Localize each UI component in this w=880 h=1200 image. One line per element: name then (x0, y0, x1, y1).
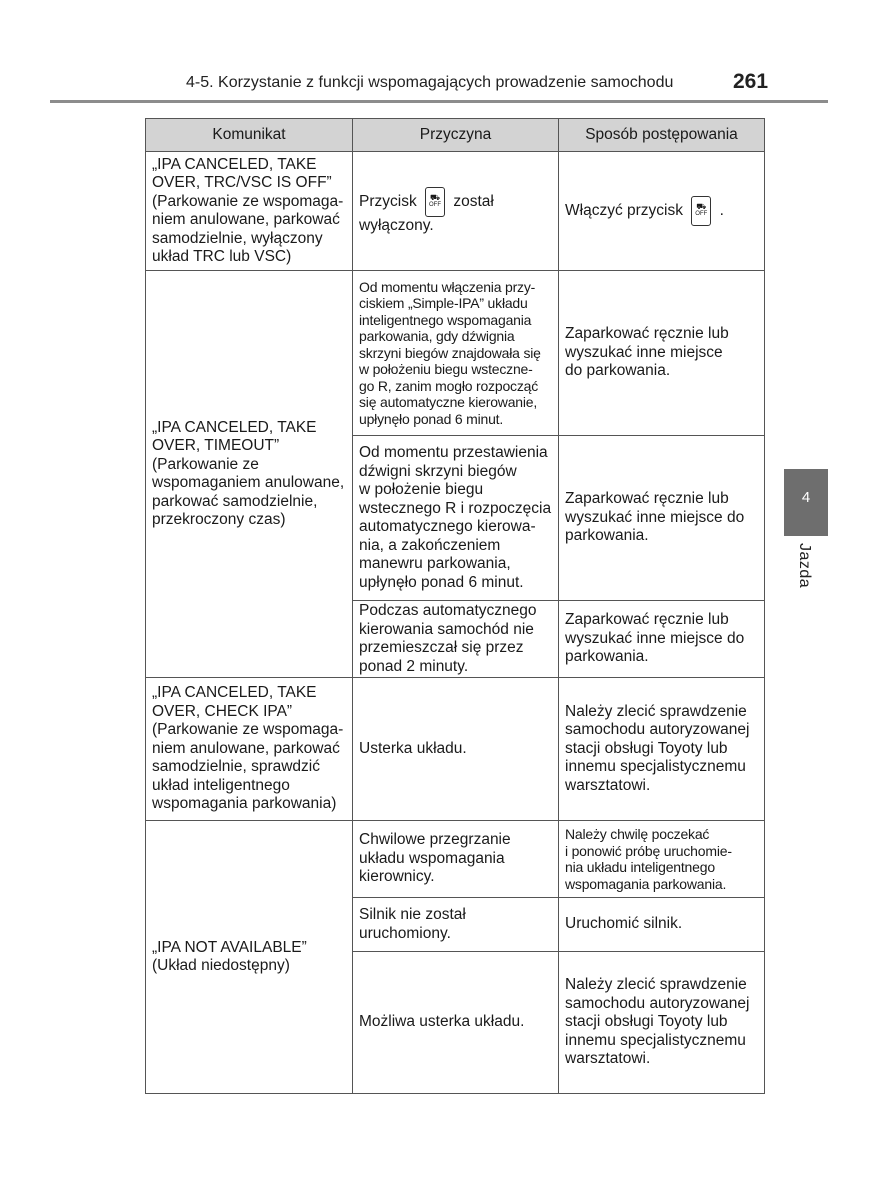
table-row (146, 271, 765, 436)
column-header-action: Sposób postępowania (559, 119, 765, 152)
cause-text-after: został (453, 192, 494, 210)
cause-cell: Możliwa usterka układu. (353, 952, 559, 1094)
chapter-tab (784, 469, 828, 536)
message-cell: „IPA CANCELED, TAKE OVER, TIMEOUT” (Parkowanie ze wspomaganiem anulowane, parkować samodzielnie, przekroczony czas) (146, 271, 353, 678)
messages-table (145, 118, 765, 1094)
vsc-off-icon: ⛟ OFF (691, 196, 711, 226)
cause-cell: Chwilowe przegrzanie układu wspomagania kierownicy. (353, 821, 559, 898)
cause-cell: Podczas automatycznego kierowania samochód nie przemieszczał się przez ponad 2 minuty. (353, 601, 559, 678)
cause-cell: Silnik nie został uruchomiony. (353, 898, 559, 952)
column-header-cause: Przyczyna (353, 119, 559, 152)
action-cell: Należy zlecić sprawdzenie samochodu autoryzowanej stacji obsługi Toyoty lub innemu specjalistycznemu warsztatowi. (559, 678, 765, 821)
action-cell: Zaparkować ręcznie lub wyszukać inne miejsce do parkowania. (559, 436, 765, 601)
page-number: 261 (733, 70, 769, 93)
cause-line (359, 187, 552, 217)
column-header-message: Komunikat (146, 119, 353, 152)
action-cell: Należy zlecić sprawdzenie samochodu autoryzowanej stacji obsługi Toyoty lub innemu specjalistycznemu warsztatowi. (559, 952, 765, 1094)
table-row (146, 821, 765, 898)
chapter-tab-number: 4 (801, 489, 811, 506)
chapter-tab-label: Jazda (796, 543, 813, 589)
cause-cell: Usterka układu. (353, 678, 559, 821)
message-cell: „IPA CANCELED, TAKE OVER, CHECK IPA” (Parkowanie ze wspomaga- niem anulowane, parkować samodzielnie, sprawdzić układ inteligentnego wspomagania parkowania) (146, 678, 353, 821)
cause-text-before: Przycisk (359, 192, 417, 210)
header-divider (50, 100, 828, 103)
table-header-row (146, 119, 765, 152)
cause-line-2: wyłączony. (359, 216, 434, 234)
table-row (146, 678, 765, 821)
vsc-off-icon: ⛟ OFF (425, 187, 445, 217)
cause-cell: Od momentu włączenia przy- ciskiem „Simple-IPA” układu inteligentnego wspomagania parkowania, gdy dźwignia skrzyni biegów znajdowała się w położeniu biegu wsteczne- go R, zanim mogło rozpocząć się automatyczne kierowanie, upłynęło ponad 6 minut. (353, 271, 559, 436)
action-cell: Uruchomić silnik. (559, 898, 765, 952)
action-cell: Należy chwilę poczekać i ponowić próbę uruchomie- nia układu inteligentnego wspomagania parkowania. (559, 821, 765, 898)
action-text-after: . (719, 202, 724, 220)
page-header-title: 4-5. Korzystanie z funkcji wspomagających prowadzenie samochodu (186, 74, 674, 91)
action-text-before: Włączyć przycisk (565, 202, 683, 220)
action-cell: Zaparkować ręcznie lub wyszukać inne miejsce do parkowania. (559, 601, 765, 678)
action-cell (559, 152, 765, 271)
off-text: OFF (429, 201, 442, 208)
message-cell: „IPA NOT AVAILABLE” (Układ niedostępny) (146, 821, 353, 1094)
cause-cell: Od momentu przestawienia dźwigni skrzyni biegów w położenie biegu wstecznego R i rozpoczęcia automatycznego kierowa- nia, a zakończeniem manewru parkowania, upłynęło ponad 6 minut. (353, 436, 559, 601)
cause-cell (353, 152, 559, 271)
action-cell: Zaparkować ręcznie lub wyszukać inne miejsce do parkowania. (559, 271, 765, 436)
off-text: OFF (695, 211, 708, 217)
table-row (146, 152, 765, 271)
message-cell: „IPA CANCELED, TAKE OVER, TRC/VSC IS OFF” (Parkowanie ze wspomaga- niem anulowane, parkować samodzielnie, wyłączony układ TRC lub VSC) (146, 152, 353, 271)
